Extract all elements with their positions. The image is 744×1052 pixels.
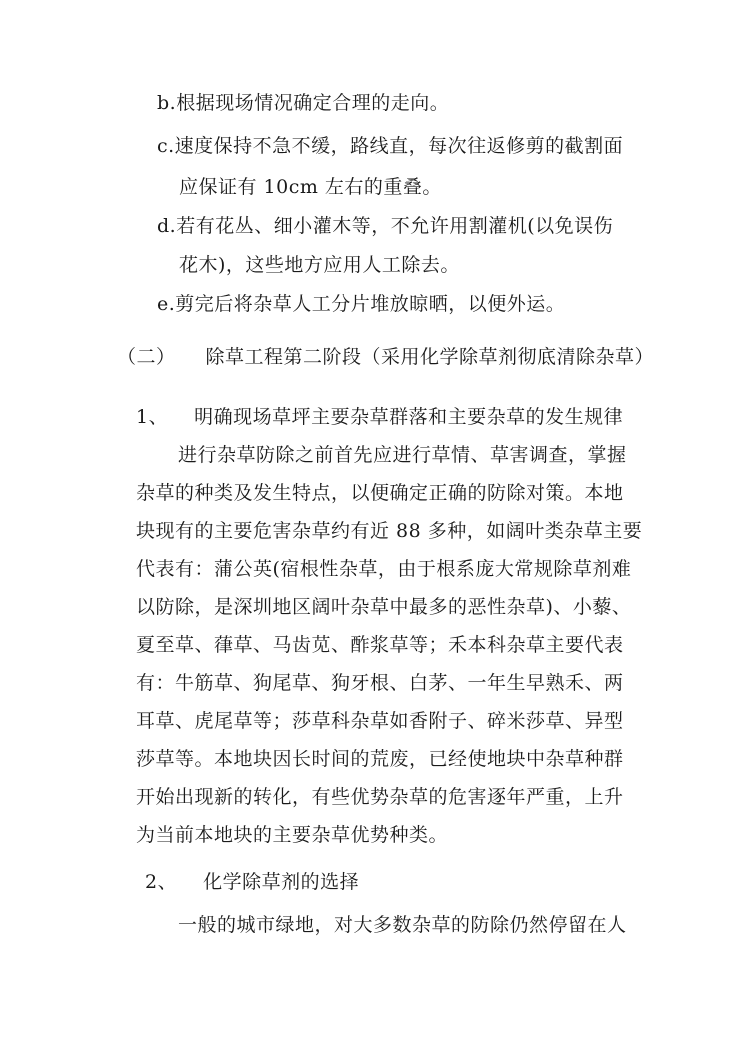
section-title: 除草工程第二阶段（采用化学除草剂彻底清除杂草） [205, 346, 655, 368]
subheading-2-title: 化学除草剂的选择 [203, 871, 360, 893]
subheading-1 [136, 405, 623, 429]
paragraph-1-line: 以防除，是深圳地区阔叶杂草中最多的恶性杂草)、小藜、 [136, 596, 632, 618]
item-b: b.根据现场情况确定合理的走向。 [157, 92, 450, 114]
paragraph-1-line: 代表有：蒲公英(宿根性杂草，由于根系庞大常规除草剂难 [136, 558, 632, 580]
item-e: e.剪完后将杂草人工分片堆放晾晒，以便外运。 [157, 293, 566, 315]
section-heading [117, 345, 654, 369]
paragraph-1-line: 为当前本地块的主要杂草优势种类。 [136, 824, 449, 846]
item-c-line-1: c.速度保持不急不缓，路线直，每次往返修剪的截割面 [157, 135, 624, 157]
item-d-line-1: d.若有花丛、细小灌木等，不允许用割灌机(以免误伤 [157, 215, 614, 237]
section-number: （二） [117, 346, 176, 368]
subheading-1-number: 1、 [136, 406, 169, 428]
paragraph-1-line: 杂草的种类及发生特点，以便确定正确的防除对策。本地 [136, 482, 624, 504]
paragraph-1-line: 莎草等。本地块因长时间的荒废，已经使地块中杂草种群 [136, 748, 624, 770]
subheading-1-title: 明确现场草坪主要杂草群落和主要杂草的发生规律 [194, 406, 624, 428]
subheading-2 [145, 870, 359, 894]
paragraph-1-line: 有：牛筋草、狗尾草、狗牙根、白茅、一年生早熟禾、两 [136, 672, 624, 694]
paragraph-2-line: 一般的城市绿地，对大多数杂草的防除仍然停留在人 [178, 914, 627, 936]
paragraph-1-line: 耳草、虎尾草等；莎草科杂草如香附子、碎米莎草、异型 [136, 710, 624, 732]
item-c-line-2: 应保证有 10cm 左右的重叠。 [179, 176, 442, 198]
subheading-2-number: 2、 [145, 871, 178, 893]
paragraph-1-line: 进行杂草防除之前首先应进行草情、草害调查，掌握 [178, 444, 627, 466]
paragraph-1-line: 夏至草、葎草、马齿苋、酢浆草等；禾本科杂草主要代表 [136, 634, 624, 656]
paragraph-1-line: 块现有的主要危害杂草约有近 88 多种，如阔叶类杂草主要 [136, 520, 643, 542]
item-d-line-2: 花木)，这些地方应用人工除去。 [179, 254, 460, 276]
paragraph-1-line: 开始出现新的转化，有些优势杂草的危害逐年严重，上升 [136, 786, 624, 808]
